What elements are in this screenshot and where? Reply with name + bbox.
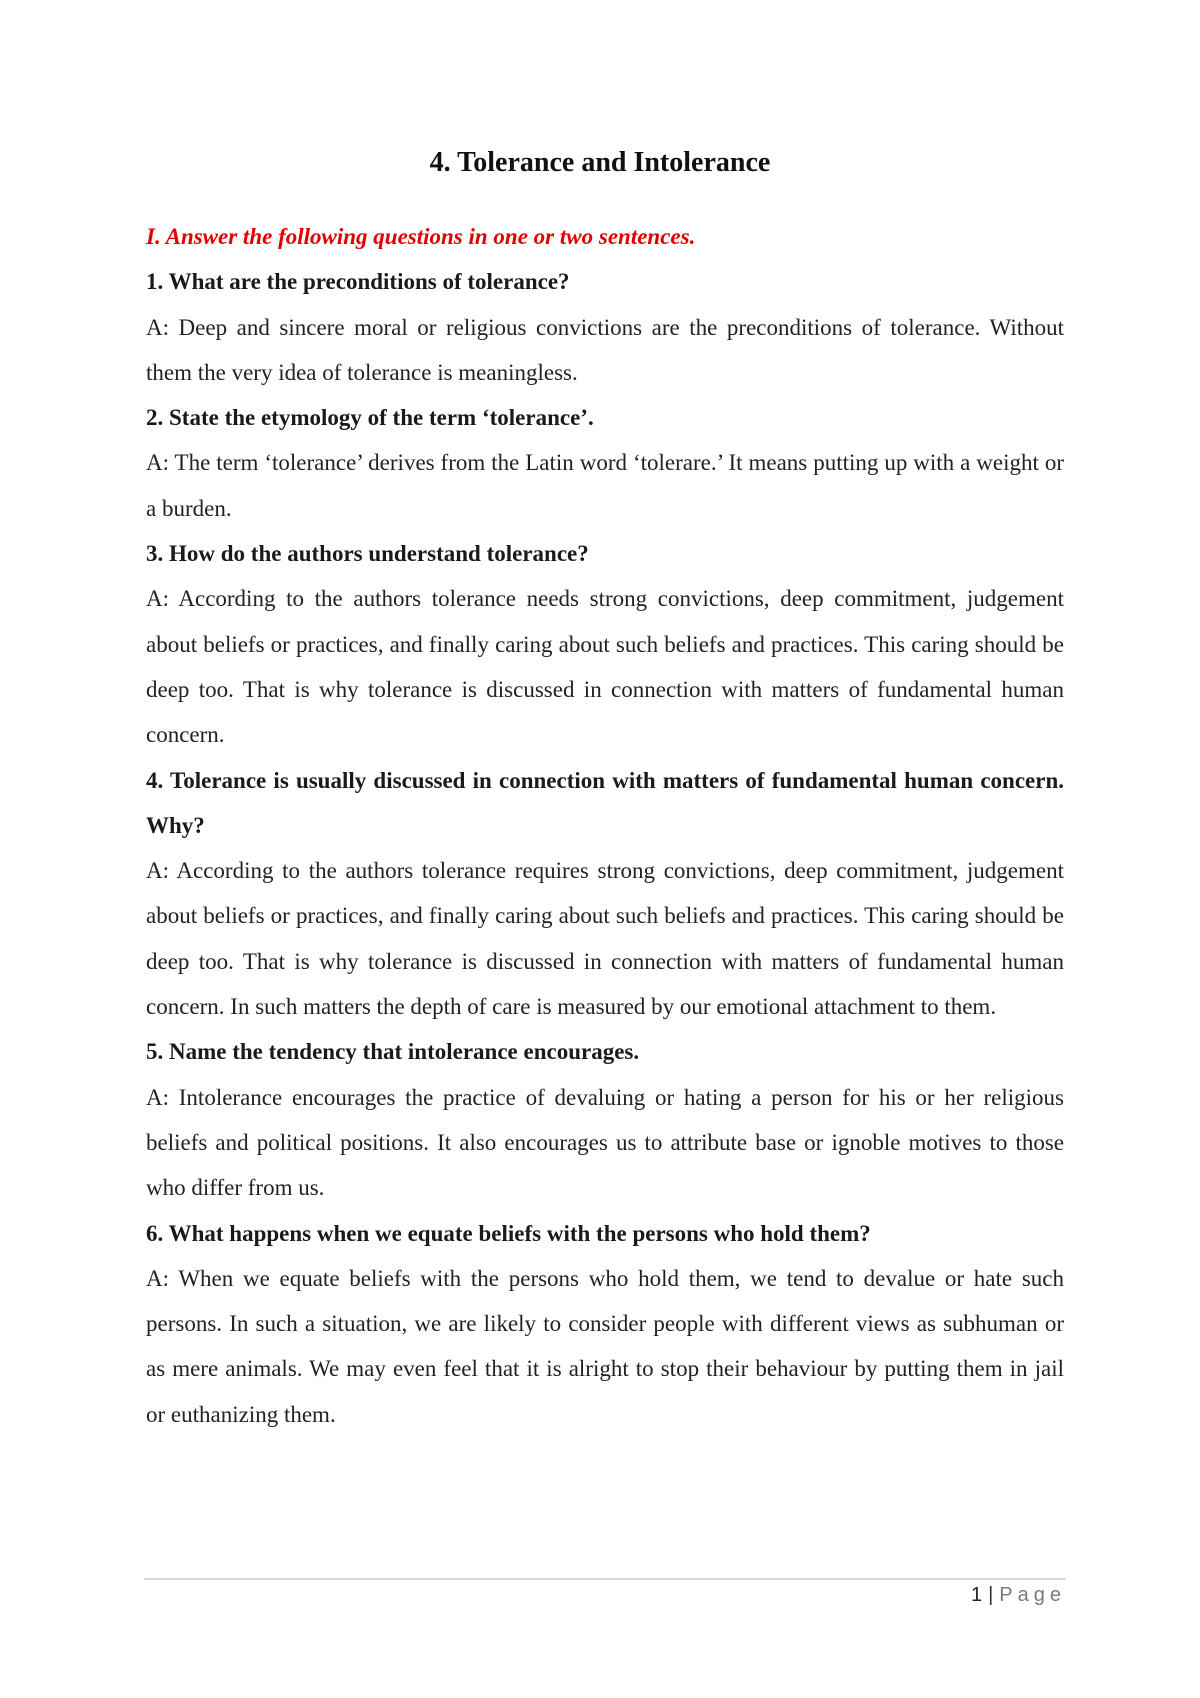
answer-2: A: The term ‘tolerance’ derives from the Latin word ‘tolerare.’ It means putting up with a weight or a burden.	[146, 450, 1064, 521]
question-4: 4. Tolerance is usually discussed in connection with matters of fundamental human concern. Why?	[146, 767, 1064, 838]
question-1: 1. What are the preconditions of tolerance?	[146, 269, 570, 295]
answer-1: A: Deep and sincere moral or religious convictions are the preconditions of tolerance. Without them the very idea of tolerance is meaningless.	[146, 314, 1064, 385]
section-instruction: I. Answer the following questions in one or two sentences.	[146, 224, 696, 249]
page-label: Page	[999, 1584, 1066, 1606]
page-number: 1	[970, 1584, 983, 1606]
question-6: 6. What happens when we equate beliefs with the persons who hold them?	[146, 1220, 871, 1246]
footer-divider	[144, 1578, 1066, 1580]
page-title: 4. Tolerance and Intolerance	[429, 147, 771, 178]
document-body	[146, 214, 1064, 1437]
question-5: 5. Name the tendency that intolerance encourages.	[146, 1039, 640, 1065]
answer-3: A: According to the authors tolerance needs strong convictions, deep commitment, judgement about beliefs or practices, and finally caring about such beliefs and practices. This caring should be deep too. That is why tolerance is discussed in connection with matters of fundamental human concern.	[146, 586, 1064, 748]
answer-5: A: Intolerance encourages the practice of devaluing or hating a person for his or her religious beliefs and political positions. It also encourages us to attribute base or ignoble motives to those who differ from us.	[146, 1084, 1064, 1201]
page-footer	[971, 1584, 1066, 1607]
footer-separator: |	[988, 1584, 994, 1606]
answer-6: A: When we equate beliefs with the persons who hold them, we tend to devalue or hate such persons. In such a situation, we are likely to consider people with different views as subhuman or as mere animals. We may even feel that it is alright to stop their behaviour by putting them in jail or euthanizing them.	[146, 1265, 1064, 1427]
answer-4: A: According to the authors tolerance requires strong convictions, deep commitment, judgement about beliefs or practices, and finally caring about such beliefs and practices. This caring should be deep too. That is why tolerance is discussed in connection with matters of fundamental human concern. In such matters the depth of care is measured by our emotional attachment to them.	[146, 858, 1064, 1020]
question-3: 3. How do the authors understand tolerance?	[146, 541, 589, 567]
question-2: 2. State the etymology of the term ‘tolerance’.	[146, 405, 594, 431]
